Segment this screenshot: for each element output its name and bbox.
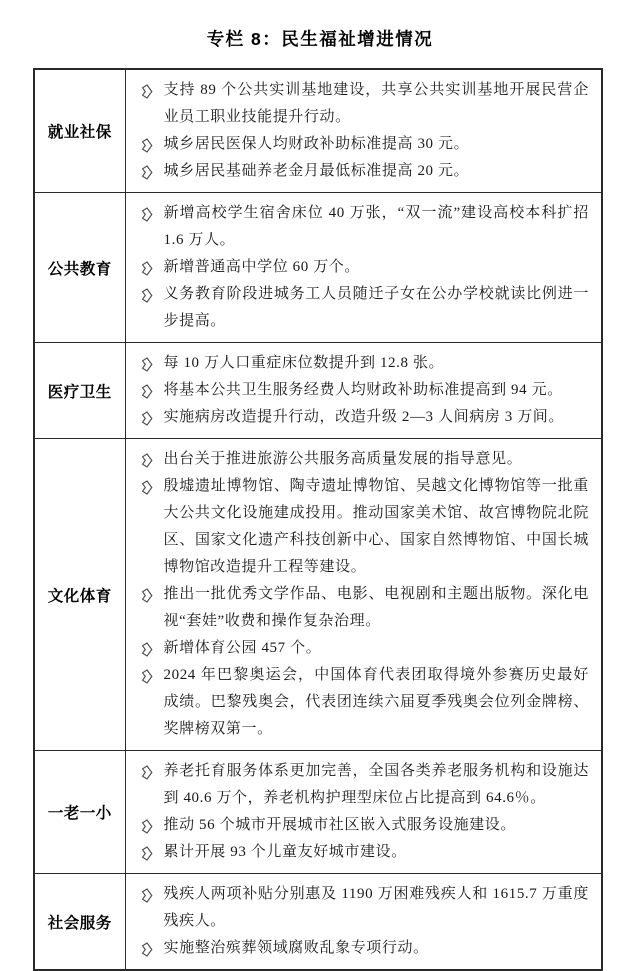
item-text: 新增高校学生宿舍床位 40 万张，“双一流”建设高校本科扩招 1.6 万人。: [163, 205, 589, 248]
list-item: [134, 881, 590, 935]
diamond-bullet-icon: [134, 662, 164, 684]
item-text: 新增普通高中学位 60 万个。: [163, 259, 361, 275]
welfare-table: [33, 68, 603, 971]
diamond-bullet-icon: [134, 404, 164, 426]
table-row: [34, 439, 602, 751]
list-item: [134, 839, 590, 866]
item-text: 支持 89 个公共实训基地建设，共享公共实训基地开展民营企业员工职业技能提升行动。: [163, 82, 589, 125]
item-text: 每 10 万人口重症床位数提升到 12.8 张。: [163, 355, 445, 371]
list-item: [134, 662, 590, 743]
category-cell: 就业社保: [34, 69, 125, 193]
item-text: 将基本公共卫生服务经费人均财政补助标准提高到 94 元。: [163, 382, 563, 398]
item-text: 推动 56 个城市开展城市社区嵌入式服务设施建设。: [163, 817, 517, 833]
table-row: [34, 69, 602, 193]
list-item: [134, 635, 590, 662]
diamond-bullet-icon: [134, 812, 164, 834]
diamond-bullet-icon: [134, 200, 164, 222]
diamond-bullet-icon: [134, 254, 164, 276]
category-cell: 一老一小: [34, 751, 125, 874]
item-text: 城乡居民医保人均财政补助标准提高 30 元。: [163, 136, 470, 152]
list-item: [134, 404, 590, 431]
diamond-bullet-icon: [134, 881, 164, 903]
diamond-bullet-icon: [134, 77, 164, 99]
table-row: [34, 343, 602, 439]
box-title: 专栏 8：民生福祉增进情况: [206, 29, 434, 49]
list-item: [134, 158, 590, 185]
item-text: 殷墟遗址博物馆、陶寺遗址博物馆、吴越文化博物馆等一批重大公共文化设施建成投用。推动国家美术馆、故宫博物院北院区、国家文化遗产科技创新中心、国家自然博物馆、中国长城博物馆改造提升工程等建设。: [163, 478, 589, 575]
list-item: [134, 377, 590, 404]
item-text: 新增体育公园 457 个。: [163, 640, 322, 656]
diamond-bullet-icon: [134, 281, 164, 303]
category-cell: 公共教育: [34, 193, 125, 343]
table-row: [34, 751, 602, 874]
diamond-bullet-icon: [134, 473, 164, 495]
items-cell: [125, 439, 602, 751]
list-item: [134, 446, 590, 473]
item-text: 推出一批优秀文学作品、电影、电视剧和主题出版物。深化电视“套娃”收费和操作复杂治理。: [163, 586, 589, 629]
list-item: [134, 281, 590, 335]
list-item: [134, 350, 590, 377]
items-cell: [125, 751, 602, 874]
list-item: [134, 758, 590, 812]
list-item: [134, 200, 590, 254]
item-text: 实施病房改造提升行动，改造升级 2—3 人间病房 3 万间。: [163, 409, 565, 425]
item-text: 城乡居民基础养老金月最低标准提高 20 元。: [163, 163, 470, 179]
diamond-bullet-icon: [134, 758, 164, 780]
diamond-bullet-icon: [134, 839, 164, 861]
category-cell: 医疗卫生: [34, 343, 125, 439]
item-text: 2024 年巴黎奥运会，中国体育代表团取得境外参赛历史最好成绩。巴黎残奥会，代表团连续六届夏季残奥会位列金牌榜、奖牌榜双第一。: [163, 667, 589, 737]
diamond-bullet-icon: [134, 935, 164, 957]
item-text: 义务教育阶段进城务工人员随迁子女在公办学校就读比例进一步提高。: [163, 286, 589, 329]
diamond-bullet-icon: [134, 635, 164, 657]
table-row: [34, 193, 602, 343]
list-item: [134, 935, 590, 962]
item-text: 实施整治殡葬领域腐败乱象专项行动。: [163, 940, 429, 956]
list-item: [134, 581, 590, 635]
list-item: [134, 254, 590, 281]
welfare-table-body: [34, 69, 602, 970]
list-item: [134, 473, 590, 581]
diamond-bullet-icon: [134, 158, 164, 180]
category-cell: 社会服务: [34, 874, 125, 971]
items-cell: [125, 343, 602, 439]
diamond-bullet-icon: [134, 581, 164, 603]
diamond-bullet-icon: [134, 446, 164, 468]
category-cell: 文化体育: [34, 439, 125, 751]
diamond-bullet-icon: [134, 131, 164, 153]
item-text: 累计开展 93 个儿童友好城市建设。: [163, 844, 407, 860]
items-cell: [125, 193, 602, 343]
items-cell: [125, 874, 602, 971]
diamond-bullet-icon: [134, 377, 164, 399]
table-row: [34, 874, 602, 971]
items-cell: [125, 69, 602, 193]
list-item: [134, 77, 590, 131]
item-text: 养老托育服务体系更加完善，全国各类养老服务机构和设施达到 40.6 万个，养老机构护理型床位占比提高到 64.6％。: [163, 763, 589, 806]
item-text: 残疾人两项补贴分别惠及 1190 万困难残疾人和 1615.7 万重度残疾人。: [163, 886, 589, 929]
diamond-bullet-icon: [134, 350, 164, 372]
list-item: [134, 131, 590, 158]
item-text: 出台关于推进旅游公共服务高质量发展的指导意见。: [163, 451, 523, 467]
list-item: [134, 812, 590, 839]
